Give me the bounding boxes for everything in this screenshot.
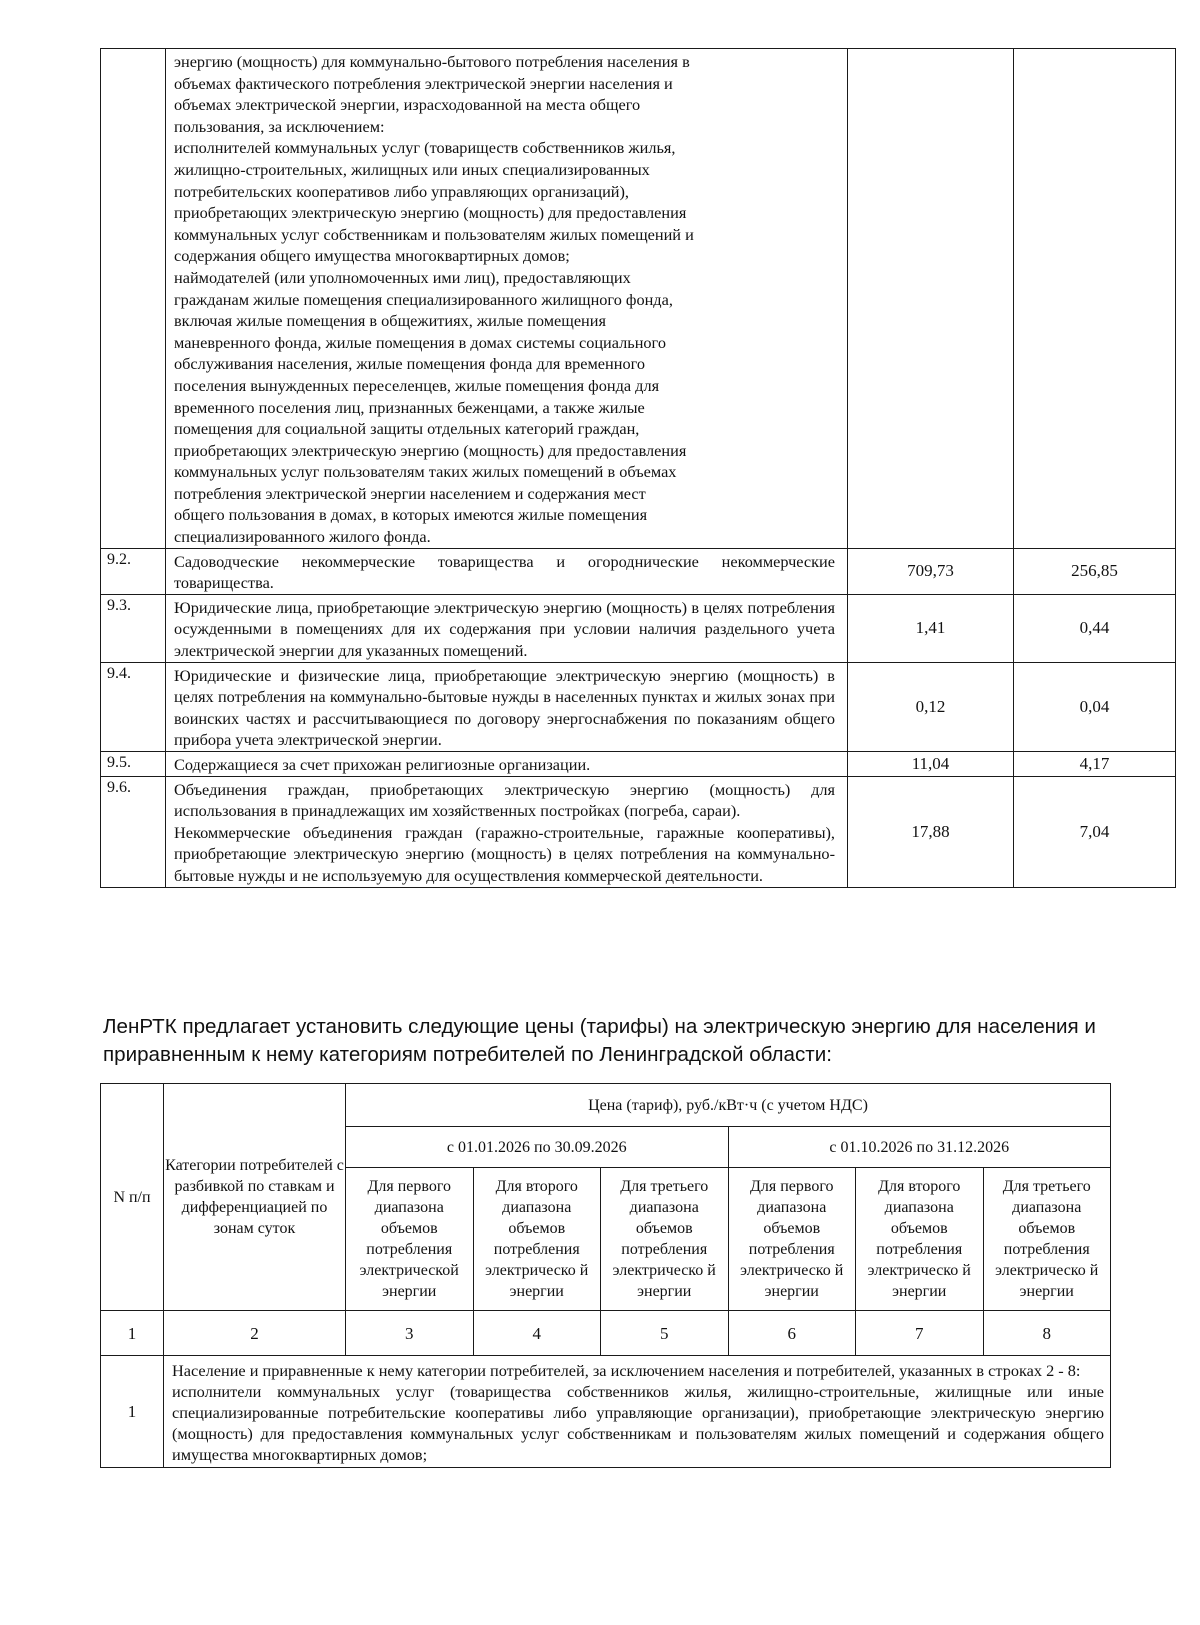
proposal-paragraph: ЛенРТК предлагает установить следующие цены (тарифы) на электрическую энергию для населения и приравненным к нему категориям потребителей по Ленинградской области: <box>103 1015 1096 1066</box>
row-number: 9.5. <box>101 752 166 777</box>
column-header-category: Категории потребителей с разбивкой по ставкам и дифференциацией по зонам суток <box>164 1084 346 1311</box>
table-row <box>101 752 1176 777</box>
continuation-line: коммунальных услуг пользователям таких жилых помещений в объемах <box>174 462 677 482</box>
row-description: Садоводческие некоммерческие товарищества и огороднические некоммерческие товарищества. <box>166 548 848 594</box>
column-header-number: N п/п <box>101 1084 164 1311</box>
continuation-line: помещения для социальной защиты отдельных категорий граждан, <box>174 419 640 439</box>
continuation-line: временного поселения лиц, признанных беженцами, а также жилые <box>174 397 645 417</box>
table-row <box>101 1356 1111 1468</box>
column-index: 3 <box>346 1311 474 1356</box>
continuation-line: гражданам жилые помещения специализированного жилищного фонда, <box>174 289 673 309</box>
continuation-line: потребления электрической энергии населением и содержания мест <box>174 483 646 503</box>
table-row <box>101 662 1176 751</box>
continuation-line: жилищно-строительных, жилищных или иных специализированных <box>174 159 650 179</box>
table-row <box>101 49 1176 549</box>
continuation-description-cell <box>166 49 848 549</box>
column-header-range: Для третьего диапазона объемов потребления электрическо й энергии <box>983 1168 1111 1311</box>
continuation-line: объемах фактического потребления электрической энергии населения и <box>174 73 673 93</box>
continuation-line: энергию (мощность) для коммунально-бытового потребления населения в <box>174 52 690 71</box>
tariff-volumes-table <box>100 48 1176 888</box>
column-header-range: Для первого диапазона объемов потребления электрическо й энергии <box>728 1168 856 1311</box>
row-value-2: 0,04 <box>1014 662 1176 751</box>
table-row <box>101 548 1176 594</box>
row-value-1: 17,88 <box>848 776 1014 887</box>
row-number-cell <box>101 49 166 549</box>
continuation-line: потребительских кооперативов либо управляющих организаций), <box>174 181 629 201</box>
column-index: 6 <box>728 1311 856 1356</box>
row-number: 9.6. <box>101 776 166 887</box>
column-index: 4 <box>473 1311 601 1356</box>
row-number: 9.3. <box>101 594 166 662</box>
row-description: Содержащиеся за счет прихожан религиозные организации. <box>166 752 848 777</box>
column-index: 2 <box>164 1311 346 1356</box>
price-header: Цена (тариф), руб./кВт·ч (с учетом НДС) <box>346 1084 1111 1127</box>
row-value-1: 0,12 <box>848 662 1014 751</box>
row-number: 9.2. <box>101 548 166 594</box>
row-description: Юридические лица, приобретающие электрическую энергию (мощность) в целях потребления осужденными в помещениях для их содержания при условии наличия раздельного учета электрической энергии для указанных помещений. <box>166 594 848 662</box>
column-header-range: Для третьего диапазона объемов потребления электрическо й энергии <box>601 1168 729 1311</box>
continuation-line: общего пользования в домах, в которых имеются жилые помещения <box>174 505 648 525</box>
continuation-line: включая жилые помещения в общежитиях, жилые помещения <box>174 311 606 331</box>
continuation-line: специализированного жилого фонда. <box>174 527 431 547</box>
continuation-line: пользования, за исключением: <box>174 116 385 136</box>
period-header-1: с 01.01.2026 по 30.09.2026 <box>346 1127 729 1168</box>
column-header-range: Для второго диапазона объемов потребления электрическо й энергии <box>473 1168 601 1311</box>
column-header-range: Для второго диапазона объемов потребления электрическо й энергии <box>856 1168 984 1311</box>
tariff-prices-table <box>100 1083 1111 1468</box>
column-index: 5 <box>601 1311 729 1356</box>
row-value-2: 4,17 <box>1014 752 1176 777</box>
row-number: 1 <box>101 1356 164 1468</box>
period-header-2: с 01.10.2026 по 31.12.2026 <box>728 1127 1111 1168</box>
column-index: 1 <box>101 1311 164 1356</box>
row-value-1: 11,04 <box>848 752 1014 777</box>
continuation-line: коммунальных услуг собственникам и пользователям жилых помещений и <box>174 224 694 244</box>
continuation-line: приобретающих электрическую энергию (мощность) для предоставления <box>174 440 687 460</box>
row-value-2: 256,85 <box>1014 548 1176 594</box>
value-cell <box>848 49 1014 549</box>
row-value-2: 7,04 <box>1014 776 1176 887</box>
column-index: 8 <box>983 1311 1111 1356</box>
continuation-line: поселения вынужденных переселенцев, жилые помещения фонда для <box>174 375 660 395</box>
value-cell <box>1014 49 1176 549</box>
column-index: 7 <box>856 1311 984 1356</box>
column-header-range: Для первого диапазона объемов потребления электрической энергии <box>346 1168 474 1311</box>
row-description: Юридические и физические лица, приобретающие электрическую энергию (мощность) в целях потребления на коммунально-бытовые нужды в населенных пунктах и жилых зонах при воинских частях и рассчитывающиеся по договору энергоснабжения по показаниям общего прибора учета электрической энергии. <box>166 662 848 751</box>
table-row <box>101 776 1176 887</box>
continuation-line: объемах электрической энергии, израсходованной на места общего <box>174 95 641 115</box>
row-description-part-2: Некоммерческие объединения граждан (гаражно-строительные, гаражные кооперативы), приобретающие электрическую энергию (мощность) в целях потребления на коммунально-бытовые нужды и не используемую для осуществления коммерческой деятельности. <box>174 822 835 885</box>
continuation-line: маневренного фонда, жилые помещения в домах системы социального <box>174 332 666 352</box>
continuation-line: наймодателей (или уполномоченных ими лиц), предоставляющих <box>174 267 631 287</box>
column-index-row <box>101 1311 1111 1356</box>
row-description-part-2: исполнители коммунальных услуг (товарищества собственников жилья, жилищно-строительные, жилищные или иные специализированные потребительские кооперативы либо управляющие организации), приобретающие электрическую энергию (мощность) для предоставления коммунальных услуг собственникам и пользователям жилых помещений и содержания общего имущества многоквартирных домов; <box>172 1382 1104 1464</box>
row-value-1: 1,41 <box>848 594 1014 662</box>
table-header-row <box>101 1084 1111 1127</box>
continuation-line: содержания общего имущества многоквартирных домов; <box>174 246 570 266</box>
row-value-1: 709,73 <box>848 548 1014 594</box>
row-description-part-1: Население и приравненные к нему категории потребителей, за исключением населения и потребителей, указанных в строках 2 - 8: <box>172 1361 1081 1380</box>
continuation-line: обслуживания населения, жилые помещения фонда для временного <box>174 354 646 374</box>
row-description <box>166 776 848 887</box>
continuation-line: исполнителей коммунальных услуг (товариществ собственников жилья, <box>174 138 676 158</box>
row-description <box>164 1356 1111 1468</box>
continuation-text <box>174 51 835 548</box>
continuation-line: приобретающих электрическую энергию (мощность) для предоставления <box>174 203 687 223</box>
row-description-part-1: Объединения граждан, приобретающих электрическую энергию (мощность) для использования в принадлежащих им хозяйственных постройках (погреба, сараи). <box>174 779 835 821</box>
row-value-2: 0,44 <box>1014 594 1176 662</box>
row-number: 9.4. <box>101 662 166 751</box>
table-row <box>101 594 1176 662</box>
